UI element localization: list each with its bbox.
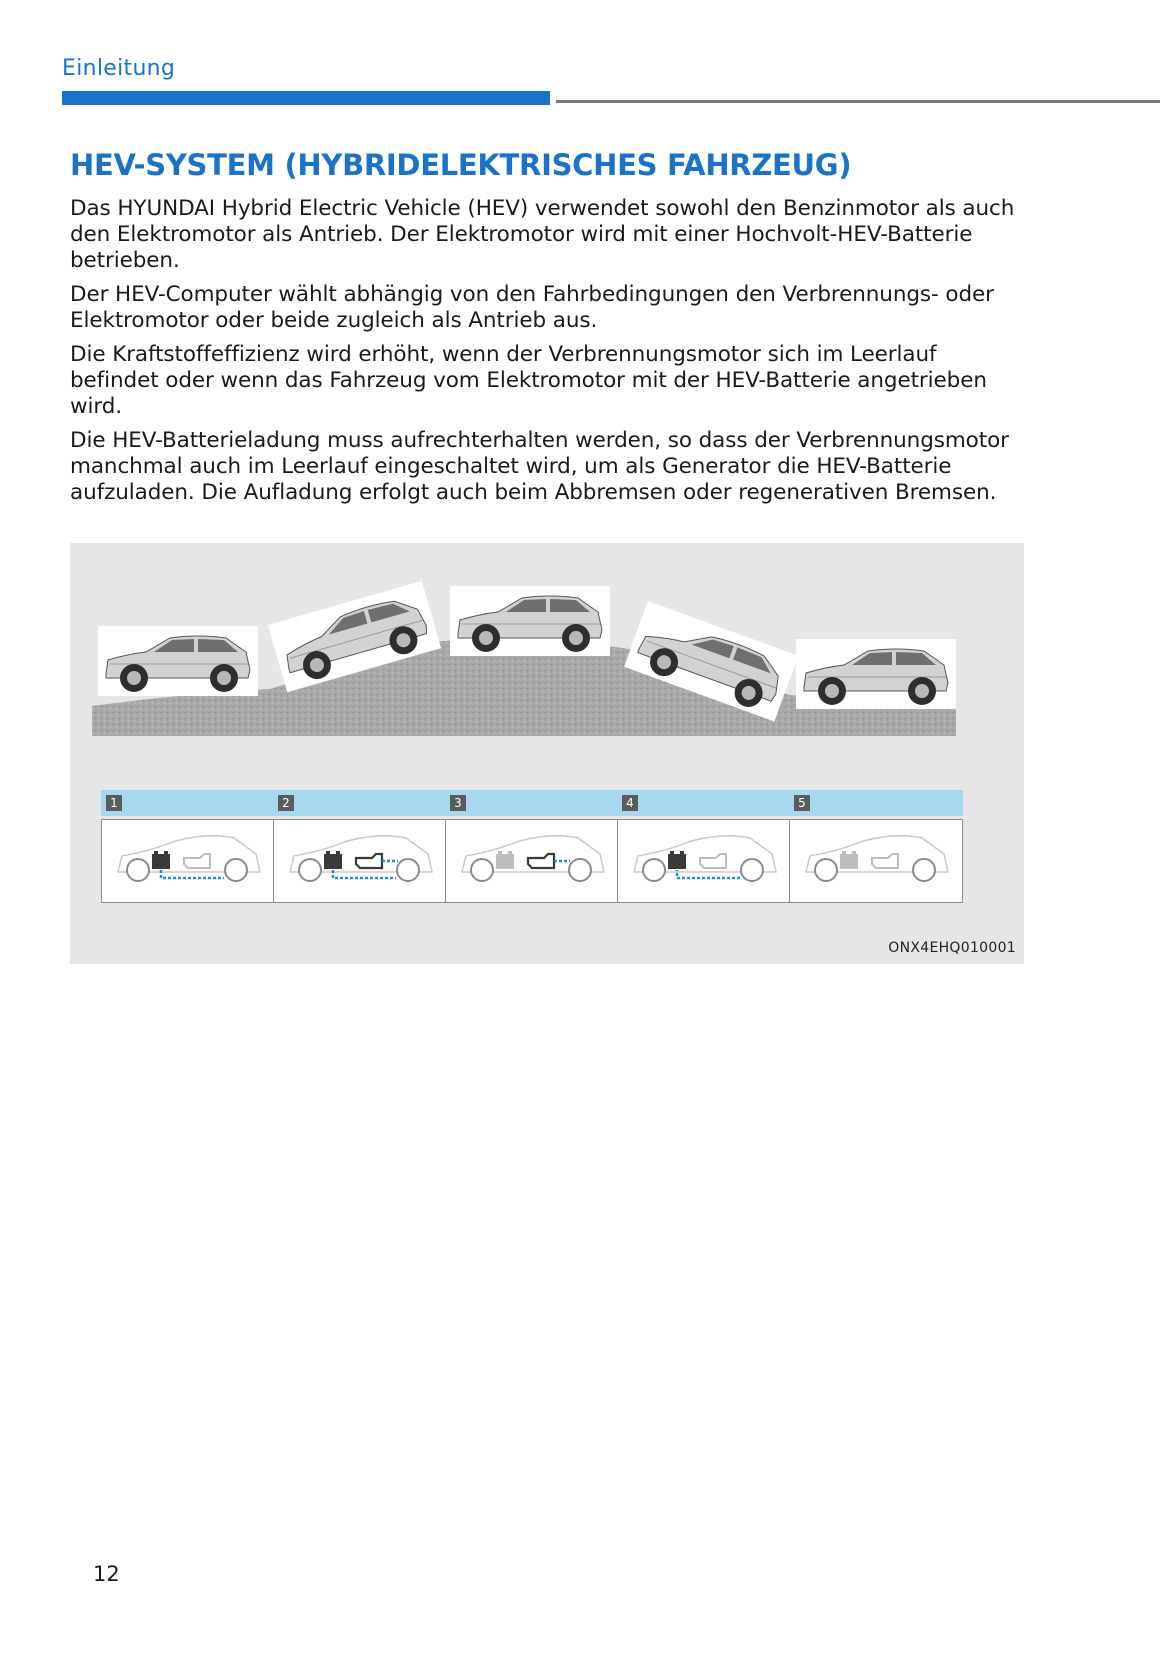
wheel-icon xyxy=(643,859,665,881)
paragraph: Das HYUNDAI Hybrid Electric Vehicle (HEV) verwendet sowohl den Benzinmotor als auch den Elektromotor als Antrieb. Der Elektromotor wird mit einer Hochvolt-HEV-Batterie betrieben. xyxy=(70,196,1015,273)
hev-figure xyxy=(70,543,1024,964)
car-level-end xyxy=(796,639,956,709)
energy-flow xyxy=(677,870,740,878)
engine-icon xyxy=(184,854,210,868)
engine-icon xyxy=(356,854,382,868)
wheel-icon xyxy=(913,859,935,881)
battery-icon xyxy=(496,851,514,869)
wheel-icon xyxy=(127,859,149,881)
header-rule-accent xyxy=(62,91,550,105)
car-level-start xyxy=(98,626,258,696)
paragraph: Der HEV-Computer wählt abhängig von den Fahrbedingungen den Verbrennungs- oder Elektromotor oder beide zugleich als Antrieb aus. xyxy=(70,282,994,333)
engine-icon xyxy=(528,854,554,868)
wheel-icon xyxy=(569,859,591,881)
panel-number: 1 xyxy=(106,795,122,811)
wheel-icon xyxy=(225,859,247,881)
engine-icon xyxy=(700,854,726,868)
panel-number: 3 xyxy=(450,795,466,811)
body-text xyxy=(70,196,1030,514)
header-rule xyxy=(556,100,1160,103)
mode-panel-4 xyxy=(617,790,791,903)
car-summit xyxy=(450,586,610,656)
mode-panel-5 xyxy=(789,790,963,903)
figure-code: ONX4EHQ010001 xyxy=(888,940,1016,956)
mode-panel-3 xyxy=(445,790,619,903)
wheel-icon xyxy=(471,859,493,881)
panel-number: 5 xyxy=(794,795,810,811)
engine-icon xyxy=(872,854,898,868)
mode-panel-2 xyxy=(273,790,447,903)
battery-icon xyxy=(152,851,170,869)
page-number: 12 xyxy=(93,1562,120,1586)
panel-number: 2 xyxy=(278,795,294,811)
wheel-icon xyxy=(815,859,837,881)
mode-panel-1 xyxy=(101,790,275,903)
energy-flow xyxy=(333,870,396,878)
battery-icon xyxy=(324,851,342,869)
battery-icon xyxy=(840,851,858,869)
wheel-icon xyxy=(397,859,419,881)
page-title: HEV-SYSTEM (HYBRIDELEKTRISCHES FAHRZEUG) xyxy=(70,148,852,182)
wheel-icon xyxy=(741,859,763,881)
section-label: Einleitung xyxy=(62,56,176,81)
paragraph: Die HEV-Batterieladung muss aufrechterhalten werden, so dass der Verbrennungsmotor manchmal auch im Leerlauf eingeschaltet wird, um als Generator die HEV-Batterie aufzuladen. Die Aufladung erfolgt auch beim Abbremsen oder regenerativen Bremsen. xyxy=(70,428,1009,505)
paragraph: Die Kraftstoffeffizienz wird erhöht, wenn der Verbrennungsmotor sich im Leerlauf befindet oder wenn das Fahrzeug vom Elektromotor mit der HEV-Batterie angetrieben wird. xyxy=(70,342,987,419)
hill-drive-illustration xyxy=(70,543,1024,773)
panel-number: 4 xyxy=(622,795,638,811)
energy-flow xyxy=(161,870,224,878)
battery-icon xyxy=(668,851,686,869)
wheel-icon xyxy=(299,859,321,881)
